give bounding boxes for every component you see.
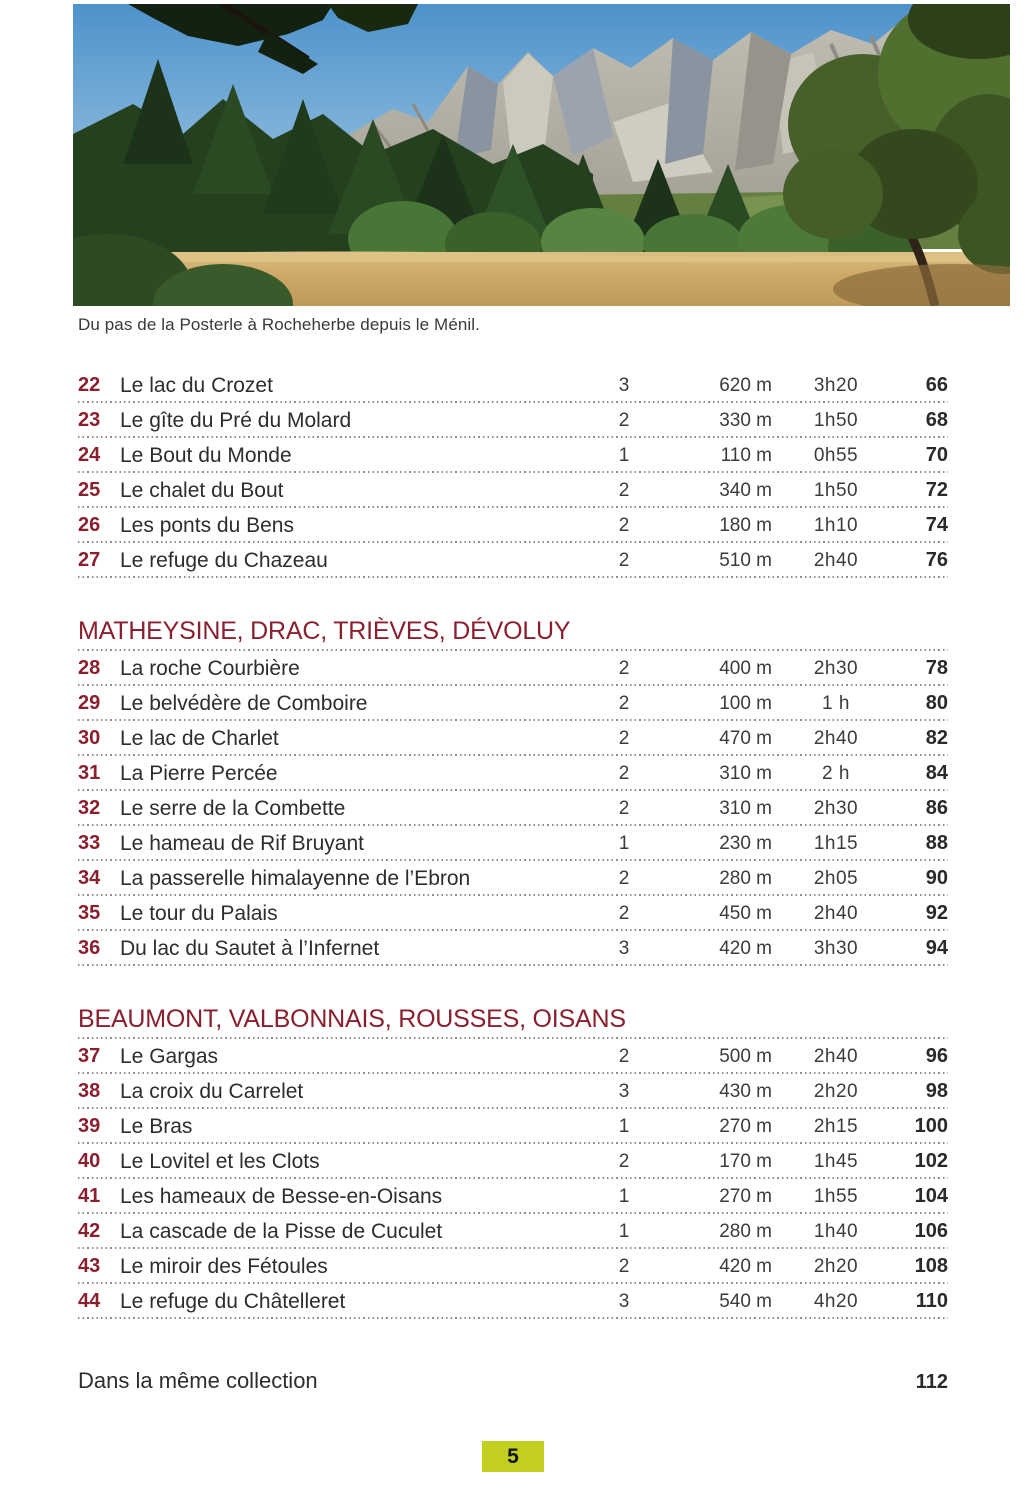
hike-number: 36 bbox=[78, 937, 101, 959]
hike-difficulty: 1 bbox=[618, 1185, 630, 1207]
hike-number: 44 bbox=[78, 1290, 101, 1312]
hike-elevation: 170 m bbox=[719, 1150, 772, 1172]
toc-row bbox=[78, 508, 948, 543]
hike-time: 1h45 bbox=[813, 1150, 859, 1172]
hike-elevation: 180 m bbox=[719, 514, 772, 536]
toc-row bbox=[78, 1284, 948, 1319]
hike-title: Le Lovitel et les Clots bbox=[120, 1149, 320, 1173]
hike-title: Les hameaux de Besse-en-Oisans bbox=[120, 1184, 443, 1208]
hike-number: 34 bbox=[78, 867, 101, 889]
mountain-landscape-photo bbox=[73, 4, 1010, 306]
hike-number: 41 bbox=[78, 1185, 101, 1207]
hike-time: 1h50 bbox=[813, 409, 859, 431]
hike-difficulty: 1 bbox=[618, 444, 630, 466]
hike-page: 90 bbox=[925, 867, 948, 889]
toc-row bbox=[78, 473, 948, 508]
hike-difficulty: 2 bbox=[618, 657, 630, 679]
hike-page: 88 bbox=[925, 832, 948, 854]
collection-row bbox=[78, 1368, 948, 1394]
hike-title: Le Bras bbox=[120, 1114, 193, 1138]
toc-row bbox=[78, 896, 948, 931]
hike-page: 68 bbox=[925, 409, 948, 431]
hike-elevation: 270 m bbox=[719, 1115, 772, 1137]
hike-page: 108 bbox=[914, 1255, 948, 1277]
hike-difficulty: 2 bbox=[618, 1255, 630, 1277]
toc-row bbox=[78, 1109, 948, 1144]
hike-time: 1h10 bbox=[813, 514, 859, 536]
toc-row bbox=[78, 1144, 948, 1179]
collection-page: 112 bbox=[915, 1371, 948, 1393]
toc-row bbox=[78, 368, 948, 403]
toc-row bbox=[78, 756, 948, 791]
hike-elevation: 420 m bbox=[719, 937, 772, 959]
hike-page: 96 bbox=[925, 1045, 948, 1067]
hike-title: Le lac de Charlet bbox=[120, 726, 279, 750]
hike-page: 104 bbox=[914, 1185, 948, 1207]
hike-number: 30 bbox=[78, 727, 101, 749]
hike-title: Le Bout du Monde bbox=[120, 443, 292, 467]
hike-page: 66 bbox=[925, 374, 948, 396]
hike-time: 2h40 bbox=[813, 1045, 859, 1067]
hike-number: 29 bbox=[78, 692, 101, 714]
hike-number: 35 bbox=[78, 902, 101, 924]
hike-title: Le miroir des Fétoules bbox=[120, 1254, 328, 1278]
hike-difficulty: 2 bbox=[618, 692, 630, 714]
toc-row bbox=[78, 651, 948, 686]
hike-difficulty: 2 bbox=[618, 1045, 630, 1067]
hike-title: Le belvédère de Comboire bbox=[120, 691, 368, 715]
hike-page: 76 bbox=[925, 549, 948, 571]
hike-page: 82 bbox=[925, 727, 948, 749]
hike-page: 84 bbox=[925, 762, 948, 784]
hike-number: 33 bbox=[78, 832, 101, 854]
hike-elevation: 430 m bbox=[719, 1080, 772, 1102]
hike-difficulty: 2 bbox=[618, 549, 630, 571]
hike-difficulty: 2 bbox=[618, 514, 630, 536]
hike-title: La passerelle himalayenne de l’Ebron bbox=[120, 866, 471, 890]
hike-time: 1h40 bbox=[813, 1220, 859, 1242]
hike-elevation: 330 m bbox=[719, 409, 772, 431]
hike-page: 72 bbox=[925, 479, 948, 501]
header-photo bbox=[73, 4, 1010, 306]
hike-time: 2h20 bbox=[813, 1080, 859, 1102]
hike-difficulty: 3 bbox=[618, 1080, 630, 1102]
hike-time: 2h15 bbox=[813, 1115, 859, 1137]
toc-row bbox=[78, 686, 948, 721]
hike-time: 0h55 bbox=[813, 444, 859, 466]
hike-number: 39 bbox=[78, 1115, 101, 1137]
hike-elevation: 110 m bbox=[720, 444, 772, 466]
hike-time: 1h50 bbox=[813, 479, 859, 501]
toc-row bbox=[78, 1039, 948, 1074]
hike-number: 31 bbox=[78, 762, 101, 784]
hike-difficulty: 2 bbox=[618, 479, 630, 501]
hike-number: 26 bbox=[78, 514, 101, 536]
hike-difficulty: 2 bbox=[618, 727, 630, 749]
collection-label: Dans la même collection bbox=[78, 1368, 318, 1393]
hike-difficulty: 1 bbox=[618, 832, 630, 854]
hike-number: 43 bbox=[78, 1255, 101, 1277]
hike-title: Le serre de la Combette bbox=[120, 796, 346, 820]
hike-difficulty: 1 bbox=[618, 1115, 630, 1137]
hike-title: Le chalet du Bout bbox=[120, 478, 284, 502]
hike-time: 2h20 bbox=[813, 1255, 859, 1277]
hike-page: 70 bbox=[925, 444, 948, 466]
hike-number: 37 bbox=[78, 1045, 101, 1067]
hike-time: 1h15 bbox=[813, 832, 859, 854]
hike-number: 23 bbox=[78, 409, 101, 431]
hike-page: 102 bbox=[914, 1150, 948, 1172]
toc-row bbox=[78, 721, 948, 756]
hike-difficulty: 2 bbox=[618, 797, 630, 819]
hike-elevation: 540 m bbox=[719, 1290, 772, 1312]
hike-elevation: 310 m bbox=[719, 762, 772, 784]
hike-page: 100 bbox=[914, 1115, 948, 1137]
hike-difficulty: 3 bbox=[618, 374, 630, 396]
hike-page: 106 bbox=[914, 1220, 948, 1242]
toc-row bbox=[78, 403, 948, 438]
hike-title: La croix du Carrelet bbox=[120, 1079, 304, 1103]
hike-title: La cascade de la Pisse de Cuculet bbox=[120, 1219, 443, 1243]
toc-row bbox=[78, 861, 948, 896]
hike-elevation: 280 m bbox=[719, 867, 772, 889]
hike-difficulty: 2 bbox=[618, 762, 630, 784]
hike-elevation: 100 m bbox=[719, 692, 772, 714]
hike-time: 1 h bbox=[822, 692, 850, 714]
hike-title: Du lac du Sautet à l’Infernet bbox=[120, 936, 380, 960]
hike-number: 28 bbox=[78, 657, 101, 679]
hike-difficulty: 1 bbox=[618, 1220, 630, 1242]
hike-number: 38 bbox=[78, 1080, 101, 1102]
hike-time: 4h20 bbox=[813, 1290, 859, 1312]
hike-page: 98 bbox=[925, 1080, 948, 1102]
hike-number: 32 bbox=[78, 797, 101, 819]
hike-difficulty: 2 bbox=[618, 1150, 630, 1172]
hike-time: 2h40 bbox=[813, 549, 859, 571]
hike-time: 2 h bbox=[822, 762, 850, 784]
hike-number: 27 bbox=[78, 549, 101, 571]
page-number: 5 bbox=[507, 1444, 519, 1468]
hike-elevation: 450 m bbox=[719, 902, 772, 924]
hike-number: 40 bbox=[78, 1150, 101, 1172]
toc-row bbox=[78, 543, 948, 578]
hike-title: Le tour du Palais bbox=[120, 901, 278, 925]
hike-time: 2h40 bbox=[813, 902, 859, 924]
hike-number: 25 bbox=[78, 479, 101, 501]
hike-time: 2h30 bbox=[813, 657, 859, 679]
hike-elevation: 420 m bbox=[719, 1255, 772, 1277]
photo-caption: Du pas de la Posterle à Rocheherbe depuis le Ménil. bbox=[78, 315, 481, 334]
hike-time: 1h55 bbox=[813, 1185, 859, 1207]
hike-elevation: 270 m bbox=[719, 1185, 772, 1207]
hike-difficulty: 2 bbox=[618, 867, 630, 889]
hike-difficulty: 2 bbox=[618, 902, 630, 924]
section-title: MATHEYSINE, DRAC, TRIÈVES, DÉVOLUY bbox=[78, 611, 948, 651]
hike-title: La roche Courbière bbox=[120, 656, 300, 680]
hike-elevation: 340 m bbox=[719, 479, 772, 501]
hike-page: 78 bbox=[925, 657, 948, 679]
hike-number: 24 bbox=[78, 444, 101, 466]
toc-row bbox=[78, 1249, 948, 1284]
hike-elevation: 620 m bbox=[719, 374, 772, 396]
toc-row bbox=[78, 438, 948, 473]
hike-elevation: 500 m bbox=[719, 1045, 772, 1067]
hike-number: 22 bbox=[78, 374, 101, 396]
hike-elevation: 310 m bbox=[719, 797, 772, 819]
hike-page: 110 bbox=[915, 1290, 948, 1312]
section-title: BEAUMONT, VALBONNAIS, ROUSSES, OISANS bbox=[78, 999, 948, 1039]
toc-row bbox=[78, 826, 948, 861]
toc-row bbox=[78, 791, 948, 826]
hike-time: 2h30 bbox=[813, 797, 859, 819]
hike-title: Le gîte du Pré du Molard bbox=[120, 408, 352, 432]
toc-row bbox=[78, 1074, 948, 1109]
toc-row bbox=[78, 1179, 948, 1214]
hike-elevation: 510 m bbox=[719, 549, 772, 571]
hike-difficulty: 3 bbox=[618, 1290, 630, 1312]
hike-elevation: 470 m bbox=[719, 727, 772, 749]
hike-elevation: 280 m bbox=[719, 1220, 772, 1242]
toc-row bbox=[78, 931, 948, 966]
hike-title: Le refuge du Chazeau bbox=[120, 548, 328, 572]
hike-title: Le refuge du Châtelleret bbox=[120, 1289, 346, 1313]
hike-page: 74 bbox=[925, 514, 948, 536]
hike-time: 2h05 bbox=[813, 867, 859, 889]
hike-time: 3h30 bbox=[813, 937, 859, 959]
toc-row bbox=[78, 1214, 948, 1249]
hike-time: 2h40 bbox=[813, 727, 859, 749]
hike-number: 42 bbox=[78, 1220, 101, 1242]
hike-title: Le lac du Crozet bbox=[120, 373, 273, 397]
hike-difficulty: 2 bbox=[618, 409, 630, 431]
hike-difficulty: 3 bbox=[618, 937, 630, 959]
hike-page: 80 bbox=[925, 692, 948, 714]
hike-page: 94 bbox=[925, 937, 948, 959]
hike-title: Les ponts du Bens bbox=[120, 513, 294, 537]
hike-title: Le hameau de Rif Bruyant bbox=[120, 831, 364, 855]
hike-page: 86 bbox=[925, 797, 948, 819]
hike-elevation: 230 m bbox=[719, 832, 772, 854]
hike-title: La Pierre Percée bbox=[120, 761, 278, 785]
page-number-badge bbox=[482, 1441, 544, 1472]
hike-elevation: 400 m bbox=[719, 657, 772, 679]
hike-time: 3h20 bbox=[813, 374, 859, 396]
hike-title: Le Gargas bbox=[120, 1044, 219, 1068]
toc bbox=[78, 368, 948, 1319]
hike-page: 92 bbox=[925, 902, 948, 924]
